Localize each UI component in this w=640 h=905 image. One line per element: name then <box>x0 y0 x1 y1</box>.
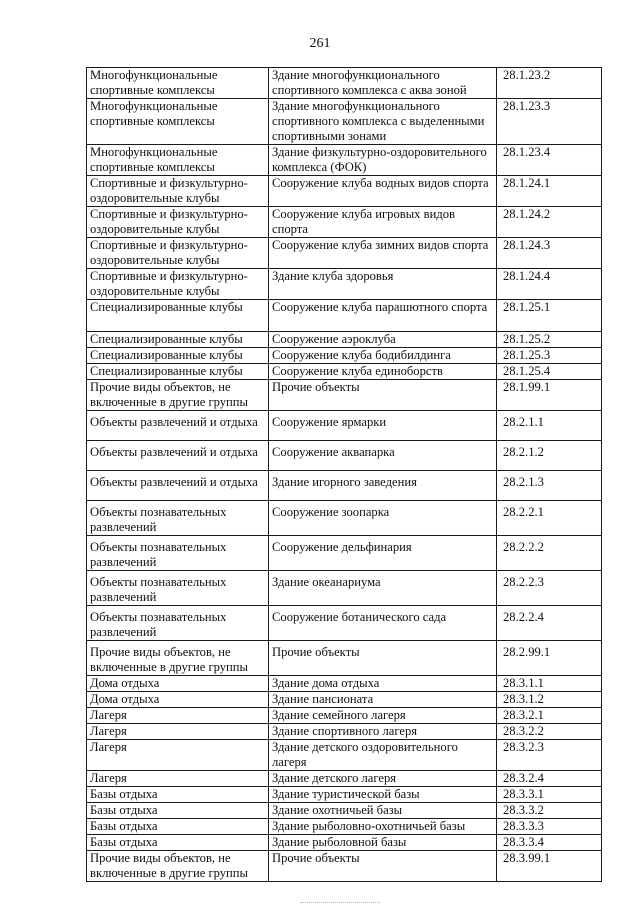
table-row <box>87 300 602 332</box>
object-code-cell: 28.3.3.4 <box>497 835 602 851</box>
object-type-cell: Объекты развлечений и отдыха <box>87 471 269 501</box>
table-row <box>87 851 602 882</box>
object-code-cell: 28.1.24.4 <box>497 269 602 300</box>
object-name-cell: Здание детского лагеря <box>269 771 497 787</box>
object-code-cell: 28.3.3.2 <box>497 803 602 819</box>
object-code-cell: 28.1.24.1 <box>497 176 602 207</box>
object-code-cell: 28.1.24.2 <box>497 207 602 238</box>
object-name-cell: Прочие объекты <box>269 641 497 676</box>
object-code-cell: 28.1.23.4 <box>497 145 602 176</box>
object-name-cell: Здание пансионата <box>269 692 497 708</box>
object-classification-table <box>86 67 602 882</box>
object-code-cell: 28.1.24.3 <box>497 238 602 269</box>
object-name-cell: Здание физкультурно-оздоровительного комплекса (ФОК) <box>269 145 497 176</box>
table-row <box>87 740 602 771</box>
object-name-cell: Сооружение ярмарки <box>269 411 497 441</box>
object-code-cell: 28.3.1.2 <box>497 692 602 708</box>
table-row <box>87 724 602 740</box>
object-type-cell: Базы отдыха <box>87 835 269 851</box>
object-name-cell: Сооружение клуба бодибилдинга <box>269 348 497 364</box>
object-name-cell: Сооружение клуба зимних видов спорта <box>269 238 497 269</box>
scan-artifact <box>300 900 380 903</box>
table-row <box>87 641 602 676</box>
object-name-cell: Сооружение клуба игровых видов спорта <box>269 207 497 238</box>
table-row <box>87 411 602 441</box>
object-type-cell: Объекты развлечений и отдыха <box>87 411 269 441</box>
table-row <box>87 787 602 803</box>
table-row <box>87 364 602 380</box>
object-type-cell: Спортивные и физкультурно-оздоровительные клубы <box>87 207 269 238</box>
object-name-cell: Здание детского оздоровительного лагеря <box>269 740 497 771</box>
object-name-cell: Здание охотничьей базы <box>269 803 497 819</box>
object-type-cell: Спортивные и физкультурно-оздоровительные клубы <box>87 269 269 300</box>
table-row <box>87 99 602 145</box>
table-row <box>87 145 602 176</box>
object-name-cell: Здание многофункционального спортивного комплекса с выделенными спортивными зонами <box>269 99 497 145</box>
table-row <box>87 269 602 300</box>
object-name-cell: Прочие объекты <box>269 851 497 882</box>
object-code-cell: 28.2.99.1 <box>497 641 602 676</box>
table-row <box>87 348 602 364</box>
object-code-cell: 28.1.25.3 <box>497 348 602 364</box>
object-name-cell: Здание спортивного лагеря <box>269 724 497 740</box>
table-row <box>87 471 602 501</box>
object-code-cell: 28.1.25.2 <box>497 332 602 348</box>
table-row <box>87 176 602 207</box>
object-type-cell: Дома отдыха <box>87 692 269 708</box>
object-type-cell: Специализированные клубы <box>87 348 269 364</box>
object-type-cell: Объекты познавательных развлечений <box>87 501 269 536</box>
object-type-cell: Лагеря <box>87 724 269 740</box>
table-row <box>87 819 602 835</box>
object-code-cell: 28.2.1.1 <box>497 411 602 441</box>
table-row <box>87 501 602 536</box>
page-number: 261 <box>309 36 331 51</box>
object-code-cell: 28.2.2.1 <box>497 501 602 536</box>
object-name-cell: Сооружение аэроклуба <box>269 332 497 348</box>
object-name-cell: Здание семейного лагеря <box>269 708 497 724</box>
table-row <box>87 536 602 571</box>
table-row <box>87 835 602 851</box>
object-code-cell: 28.2.2.2 <box>497 536 602 571</box>
object-code-cell: 28.3.2.3 <box>497 740 602 771</box>
object-name-cell: Сооружение ботанического сада <box>269 606 497 641</box>
object-name-cell: Сооружение дельфинария <box>269 536 497 571</box>
object-code-cell: 28.1.23.3 <box>497 99 602 145</box>
object-code-cell: 28.3.1.1 <box>497 676 602 692</box>
object-code-cell: 28.1.99.1 <box>497 380 602 411</box>
object-name-cell: Здание океанариума <box>269 571 497 606</box>
table-row <box>87 676 602 692</box>
object-name-cell: Здание клуба здоровья <box>269 269 497 300</box>
object-type-cell: Объекты познавательных развлечений <box>87 606 269 641</box>
object-type-cell: Объекты познавательных развлечений <box>87 571 269 606</box>
object-type-cell: Многофункциональные спортивные комплексы <box>87 68 269 99</box>
object-name-cell: Здание рыболовно-охотничьей базы <box>269 819 497 835</box>
table-body <box>87 68 602 882</box>
object-name-cell: Здание игорного заведения <box>269 471 497 501</box>
object-type-cell: Объекты развлечений и отдыха <box>87 441 269 471</box>
object-name-cell: Здание рыболовной базы <box>269 835 497 851</box>
table-row <box>87 606 602 641</box>
object-type-cell: Прочие виды объектов, не включенные в другие группы <box>87 380 269 411</box>
object-name-cell: Здание многофункционального спортивного комплекса с аква зоной <box>269 68 497 99</box>
object-type-cell: Прочие виды объектов, не включенные в другие группы <box>87 851 269 882</box>
object-code-cell: 28.3.2.1 <box>497 708 602 724</box>
object-name-cell: Сооружение клуба парашютного спорта <box>269 300 497 332</box>
object-code-cell: 28.3.3.1 <box>497 787 602 803</box>
table-row <box>87 380 602 411</box>
object-type-cell: Объекты познавательных развлечений <box>87 536 269 571</box>
table-row <box>87 692 602 708</box>
table-row <box>87 771 602 787</box>
object-type-cell: Базы отдыха <box>87 819 269 835</box>
table-row <box>87 571 602 606</box>
object-type-cell: Лагеря <box>87 740 269 771</box>
table-row <box>87 332 602 348</box>
object-code-cell: 28.2.2.4 <box>497 606 602 641</box>
object-code-cell: 28.2.2.3 <box>497 571 602 606</box>
object-code-cell: 28.3.99.1 <box>497 851 602 882</box>
object-code-cell: 28.1.25.4 <box>497 364 602 380</box>
object-code-cell: 28.2.1.2 <box>497 441 602 471</box>
object-type-cell: Лагеря <box>87 771 269 787</box>
table-row <box>87 68 602 99</box>
object-type-cell: Дома отдыха <box>87 676 269 692</box>
object-code-cell: 28.3.3.3 <box>497 819 602 835</box>
object-type-cell: Базы отдыха <box>87 803 269 819</box>
object-name-cell: Сооружение аквапарка <box>269 441 497 471</box>
object-name-cell: Прочие объекты <box>269 380 497 411</box>
object-code-cell: 28.2.1.3 <box>497 471 602 501</box>
object-name-cell: Здание туристической базы <box>269 787 497 803</box>
object-code-cell: 28.3.2.2 <box>497 724 602 740</box>
table-row <box>87 803 602 819</box>
table-row <box>87 441 602 471</box>
object-type-cell: Спортивные и физкультурно-оздоровительные клубы <box>87 176 269 207</box>
table-row <box>87 207 602 238</box>
object-name-cell: Здание дома отдыха <box>269 676 497 692</box>
object-code-cell: 28.3.2.4 <box>497 771 602 787</box>
object-name-cell: Сооружение клуба единоборств <box>269 364 497 380</box>
object-name-cell: Сооружение зоопарка <box>269 501 497 536</box>
object-type-cell: Специализированные клубы <box>87 364 269 380</box>
object-type-cell: Прочие виды объектов, не включенные в другие группы <box>87 641 269 676</box>
object-type-cell: Многофункциональные спортивные комплексы <box>87 145 269 176</box>
object-type-cell: Специализированные клубы <box>87 300 269 332</box>
object-code-cell: 28.1.25.1 <box>497 300 602 332</box>
object-code-cell: 28.1.23.2 <box>497 68 602 99</box>
object-type-cell: Многофункциональные спортивные комплексы <box>87 99 269 145</box>
object-type-cell: Лагеря <box>87 708 269 724</box>
object-type-cell: Базы отдыха <box>87 787 269 803</box>
object-type-cell: Спортивные и физкультурно-оздоровительные клубы <box>87 238 269 269</box>
table-row <box>87 238 602 269</box>
object-name-cell: Сооружение клуба водных видов спорта <box>269 176 497 207</box>
table-row <box>87 708 602 724</box>
object-type-cell: Специализированные клубы <box>87 332 269 348</box>
